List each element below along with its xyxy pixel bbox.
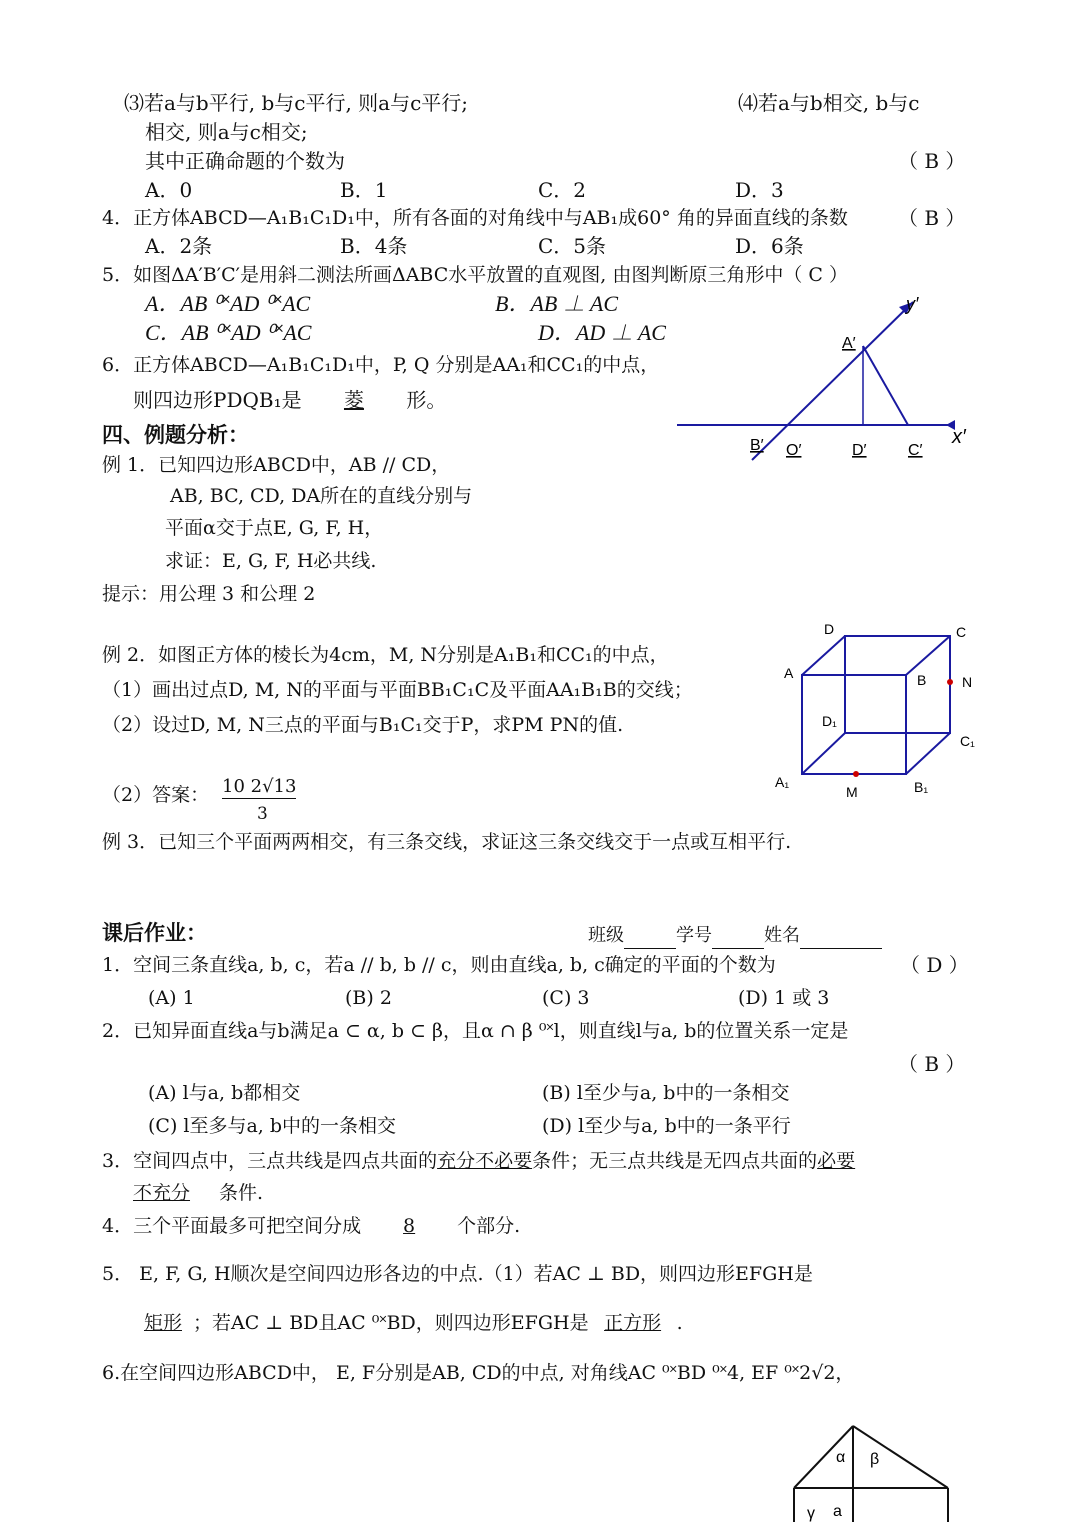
prop-4-cont: 相交, 则a与c相交; <box>145 120 308 144</box>
hw5-line1: 5． E, F, G, H顺次是空间四边形各边的中点.（1）若AC ⊥ BD，则四边形EFGH是 <box>102 1263 813 1285</box>
q4-answer: （ B ） <box>898 206 966 230</box>
q3-answer: （ B ） <box>898 149 966 173</box>
hw1-opt-c: (C) 3 <box>542 987 590 1009</box>
homework-title: 课后作业： <box>102 921 207 945</box>
hw2-opt-a: (A) l与a, b都相交 <box>148 1082 301 1104</box>
hw6-stem: 6.在空间四边形ABCD中， E, F分别是AB, CD的中点, 对角线AC ⁰˟BD ⁰˟4, EF ⁰˟2√2， <box>102 1362 855 1384</box>
ex1-line1: 例 1．已知四边形ABCD中，AB // CD， <box>102 454 451 476</box>
prop-4: ⑷若a与b相交, b与c <box>738 91 920 115</box>
q3-opt-a: A．0 <box>145 178 193 202</box>
q6-pre: 则四边形PDQB₁是 <box>133 388 302 412</box>
id-blank[interactable] <box>712 928 764 949</box>
label-a: A <box>784 665 794 681</box>
q4-stem: 4．正方体ABCD—A₁B₁C₁D₁中，所有各面的对角线中与AB₁成60° 角的异面直线的条数 <box>102 207 848 229</box>
point-n <box>947 679 953 685</box>
hw2-opt-b: (B) l至少与a, b中的一条相交 <box>542 1082 790 1104</box>
q5-opt-d: D．AD ⊥ AC <box>538 320 666 345</box>
hw3-post: 条件. <box>219 1182 264 1204</box>
label-c1: C₁ <box>960 733 975 749</box>
class-label: 班级 <box>588 925 624 946</box>
q6-line2 <box>133 387 446 413</box>
ex3: 例 3．已知三个平面两两相交，有三条交线，求证这三条交线交于一点或互相平行. <box>102 831 792 853</box>
q4-opt-d: D．6条 <box>735 234 804 258</box>
hw1-opt-a: (A) 1 <box>148 987 195 1009</box>
hw1-opt-b: (B) 2 <box>345 987 392 1009</box>
hw2-answer: （ B ） <box>898 1052 966 1076</box>
hw3-answer1: 充分不必要 <box>437 1150 533 1172</box>
ex1-line2: AB, BC, CD, DA所在的直线分别与 <box>170 485 473 507</box>
ex2-line1: 例 2．如图正方体的棱长为4cm，M, N分别是A₁B₁和CC₁的中点， <box>102 644 669 666</box>
label-beta: β <box>870 1451 880 1468</box>
label-b: B′ <box>750 437 764 454</box>
q5-opt-c: C．AB ⁰˟AD ⁰˟AC <box>145 320 312 345</box>
label-c: C′ <box>908 442 923 459</box>
class-blank[interactable] <box>624 928 676 949</box>
hw4-pre: 4．三个平面最多可把空间分成 <box>102 1215 362 1237</box>
fig-cube <box>770 618 975 803</box>
edge-bc <box>906 636 950 675</box>
fig-oblique <box>670 290 970 470</box>
section-4-title: 四、例题分析： <box>102 423 249 447</box>
student-info <box>588 923 882 949</box>
hw3-answer2a: 必要 <box>817 1150 856 1172</box>
q4-opt-a: A．2条 <box>145 234 213 258</box>
label-a: a <box>833 1503 842 1520</box>
label-b: B <box>917 672 927 688</box>
ex1-hint: 提示：用公理 3 和公理 2 <box>102 583 316 605</box>
id-label: 学号 <box>676 925 712 946</box>
point-m <box>853 771 859 777</box>
name-label: 姓名 <box>764 925 800 946</box>
ex2-line2: （1）画出过点D, M, N的平面与平面BB₁C₁C及平面AA₁B₁B的交线； <box>102 679 693 701</box>
q5-opt-a: A．AB ⁰˟AD ⁰˟AC <box>145 291 311 316</box>
hw3-answer2b: 不充分 <box>133 1182 191 1204</box>
ex1-line4: 求证：E, G, F, H必共线. <box>165 550 377 572</box>
label-o: O′ <box>786 442 802 459</box>
label-b1: B₁ <box>914 779 929 795</box>
hw5-line2 <box>133 1310 683 1336</box>
hw4-answer: 8 <box>403 1215 416 1237</box>
hw5-post: . <box>676 1312 683 1334</box>
label-d: D <box>824 621 835 637</box>
q3-opt-b: B．1 <box>340 178 388 202</box>
q3-opt-d: D．3 <box>735 178 784 202</box>
q5-stem: 5．如图ΔA′B′C′是用斜二测法所画ΔABC水平放置的直观图, 由图判断原三角形中（ C ） <box>102 264 848 286</box>
side-ac <box>863 346 908 425</box>
label-x: x′ <box>952 426 966 448</box>
q3-stem: 其中正确命题的个数为 <box>145 149 345 173</box>
q6-post: 形。 <box>406 388 447 412</box>
hw4-post: 个部分. <box>457 1215 521 1237</box>
q4-opt-b: B．4条 <box>340 234 408 258</box>
hw3-pre: 3．空间四点中，三点共线是四点共面的 <box>102 1150 438 1172</box>
ex2-answer-denominator: 3 <box>257 804 268 824</box>
label-a: A′ <box>842 335 856 352</box>
q6-answer: 菱 <box>343 388 364 412</box>
hw4 <box>102 1213 520 1239</box>
edge-a1d1 <box>802 733 845 774</box>
q4-opt-c: C．5条 <box>538 234 607 258</box>
hw3-line2 <box>133 1180 263 1206</box>
label-y: y′ <box>906 294 919 314</box>
label-m: M <box>846 784 858 800</box>
edge-ad <box>802 636 845 675</box>
ex2-answer-prefix: （2）答案： <box>102 784 210 806</box>
label-n: N <box>962 674 973 690</box>
q6-line1: 6．正方体ABCD—A₁B₁C₁D₁中，P, Q 分别是AA₁和CC₁的中点， <box>102 354 660 376</box>
hw2-stem: 2．已知异面直线a与b满足a ⊂ α, b ⊂ β，且α ∩ β ⁰˟l，则直线l与a, b的位置关系一定是 <box>102 1020 849 1042</box>
fig-planes <box>790 1422 960 1522</box>
hw5-answer1: 矩形 <box>143 1312 182 1334</box>
hw5-mid: ；若AC ⊥ BD且AC ⁰˟BD，则四边形EFGH是 <box>193 1312 589 1334</box>
hw1-opt-d: (D) 1 或 3 <box>738 987 830 1009</box>
prop-3: ⑶若a与b平行, b与c平行, 则a与c平行; <box>124 91 469 115</box>
edge-b1c1 <box>906 733 950 774</box>
q3-opt-c: C．2 <box>538 178 587 202</box>
hw2-opt-d: (D) l至少与a, b中的一条平行 <box>542 1115 791 1137</box>
y-axis <box>752 302 913 460</box>
label-alpha: α <box>836 1449 846 1466</box>
label-d: D′ <box>852 442 867 459</box>
hw2-opt-c: (C) l至多与a, b中的一条相交 <box>148 1115 397 1137</box>
ex1-line3: 平面α交于点E, G, F, H， <box>165 517 384 539</box>
hw1-answer: （ D ） <box>900 953 969 977</box>
label-d1: D₁ <box>822 713 837 729</box>
label-a1: A₁ <box>775 774 790 790</box>
hw3-line1 <box>102 1148 855 1174</box>
name-blank[interactable] <box>800 928 882 949</box>
ex2-line3: （2）设过D, M, N三点的平面与B₁C₁交于P，求PM PN的值. <box>102 714 624 736</box>
roof-right <box>853 1426 948 1488</box>
label-gamma: γ <box>807 1505 815 1522</box>
q5-opt-b: B．AB ⊥ AC <box>495 291 619 316</box>
hw3-mid: 条件；无三点共线是无四点共面的 <box>532 1150 818 1172</box>
hw1-stem: 1．空间三条直线a, b, c，若a // b, b // c，则由直线a, b, c确定的平面的个数为 <box>102 954 776 976</box>
ex2-answer-numerator: 10 2√13 <box>222 776 297 797</box>
label-c: C <box>956 624 967 640</box>
hw5-answer2: 正方形 <box>604 1312 662 1334</box>
